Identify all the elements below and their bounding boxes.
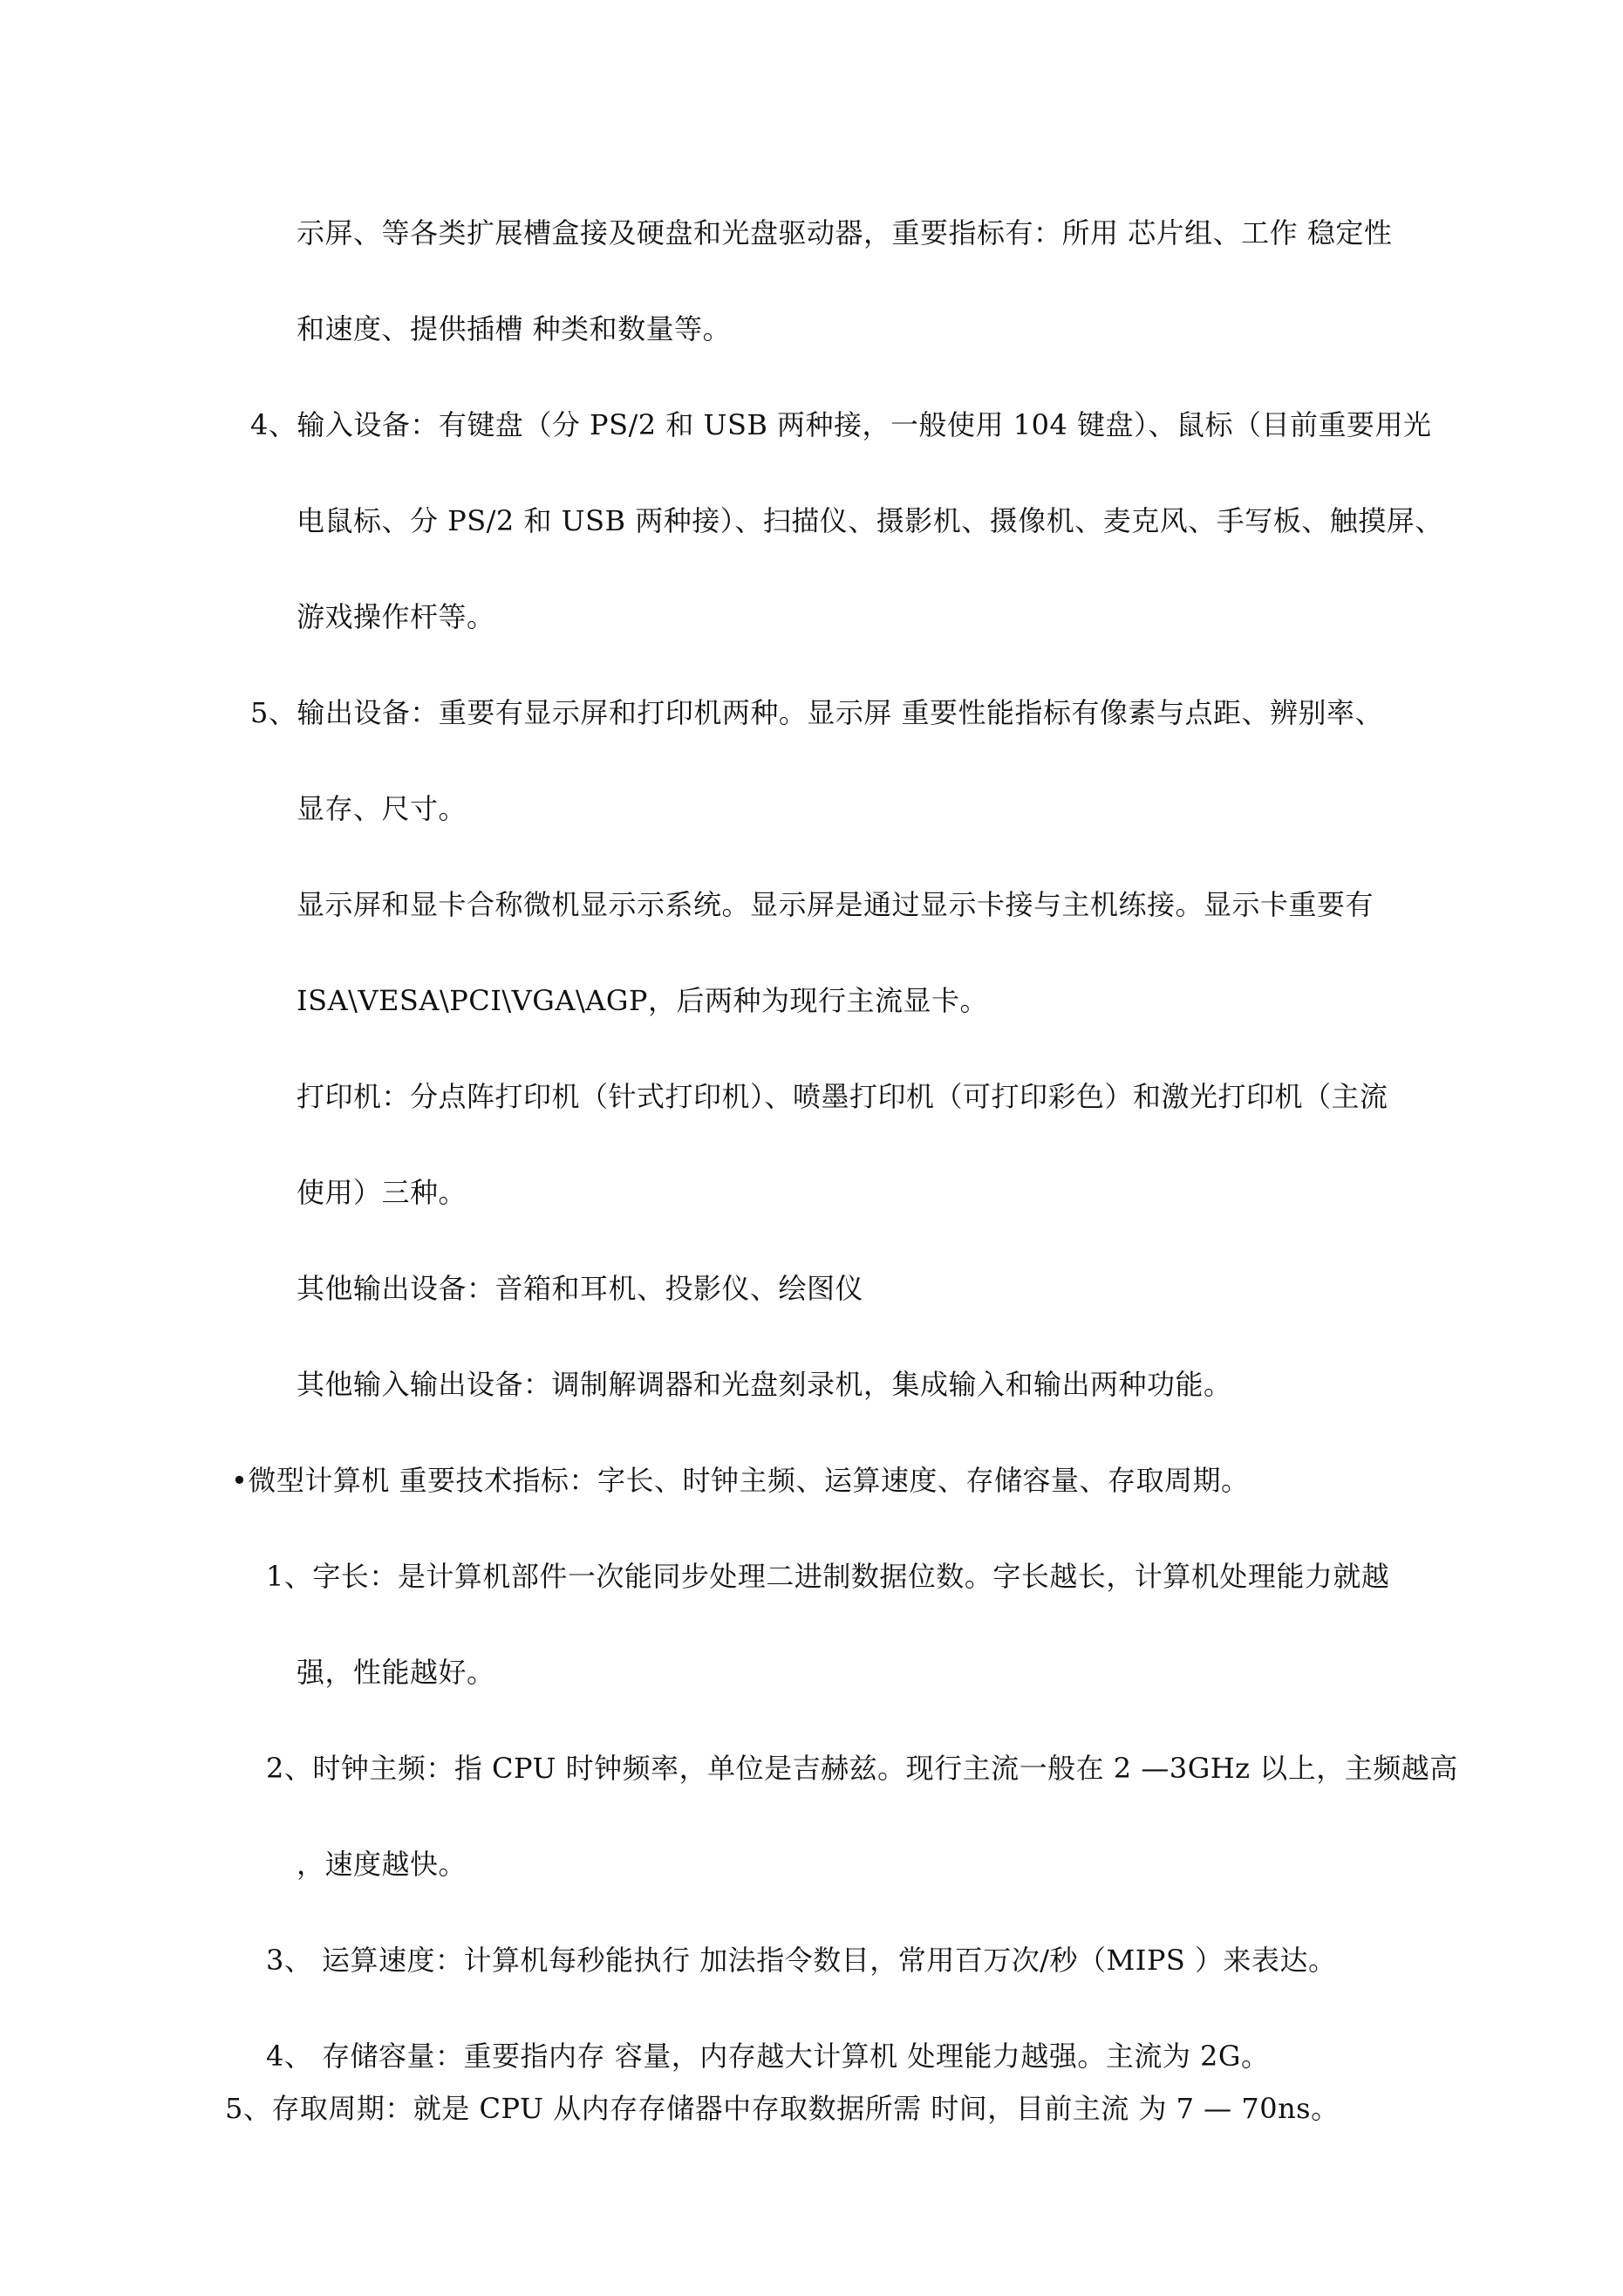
text-line: 示屏、等各类扩展槽盒接及硬盘和光盘驱动器，重要指标有：所用 芯片组、工作 稳定性 bbox=[297, 216, 1393, 249]
text-line: 3、 运算速度：计算机每秒能执行 加法指令数目，常用百万次/秒（MIPS ）来表达。 bbox=[266, 1944, 1337, 1977]
text-line: 5、输出设备：重要有显示屏和打印机两种。显示屏 重要性能指标有像素与点距、辨别率、 bbox=[250, 696, 1384, 729]
text-line: 4、输入设备：有键盘（分 PS/2 和 USB 两种接，一般使用 104 键盘）、鼠标（目前重要用光 bbox=[250, 408, 1432, 441]
text-line: 其他输入输出设备：调制解调器和光盘刻录机，集成输入和输出两种功能。 bbox=[297, 1368, 1232, 1401]
text-line: 强，性能越好。 bbox=[297, 1656, 495, 1689]
text-line: •微型计算机 重要技术指标：字长、时钟主频、运算速度、存储容量、存取周期。 bbox=[231, 1464, 1250, 1497]
text-line: 其他输出设备：音箱和耳机、投影仪、绘图仪 bbox=[297, 1272, 864, 1305]
text-line: 使用）三种。 bbox=[297, 1176, 467, 1209]
text-line: 1、字长：是计算机部件一次能同步处理二进制数据位数。字长越长，计算机处理能力就越 bbox=[266, 1560, 1390, 1593]
text-line: 电鼠标、分 PS/2 和 USB 两种接）、扫描仪、摄影机、摄像机、麦克风、手写板、触摸屏、 bbox=[297, 504, 1443, 537]
text-line: 和速度、提供插槽 种类和数量等。 bbox=[297, 312, 732, 345]
text-line: 显存、尺寸。 bbox=[297, 792, 467, 825]
text-line: ，速度越快。 bbox=[297, 1848, 467, 1881]
text-line: 打印机：分点阵打印机（针式打印机）、喷墨打印机（可打印彩色）和激光打印机（主流 bbox=[297, 1080, 1388, 1113]
text-line: 5、存取周期：就是 CPU 从内存存储器中存取数据所需 时间，目前主流 为 7 — 70ns。 bbox=[225, 2092, 1340, 2125]
text-line: 游戏操作杆等。 bbox=[297, 600, 495, 633]
text-line: 显示屏和显卡合称微机显示示系统。显示屏是通过显示卡接与主机练接。显示卡重要有 bbox=[297, 888, 1374, 921]
text-line: 4、 存储容量：重要指内存 容量，内存越大计算机 处理能力越强。主流为 2G。 bbox=[266, 2040, 1270, 2073]
text-line: 2、时钟主频：指 CPU 时钟频率，单位是吉赫兹。现行主流一般在 2 —3GHz 以上，主频越高 bbox=[266, 1752, 1458, 1785]
text-line: ISA\VESA\PCI\VGA\AGP，后两种为现行主流显卡。 bbox=[297, 984, 988, 1017]
